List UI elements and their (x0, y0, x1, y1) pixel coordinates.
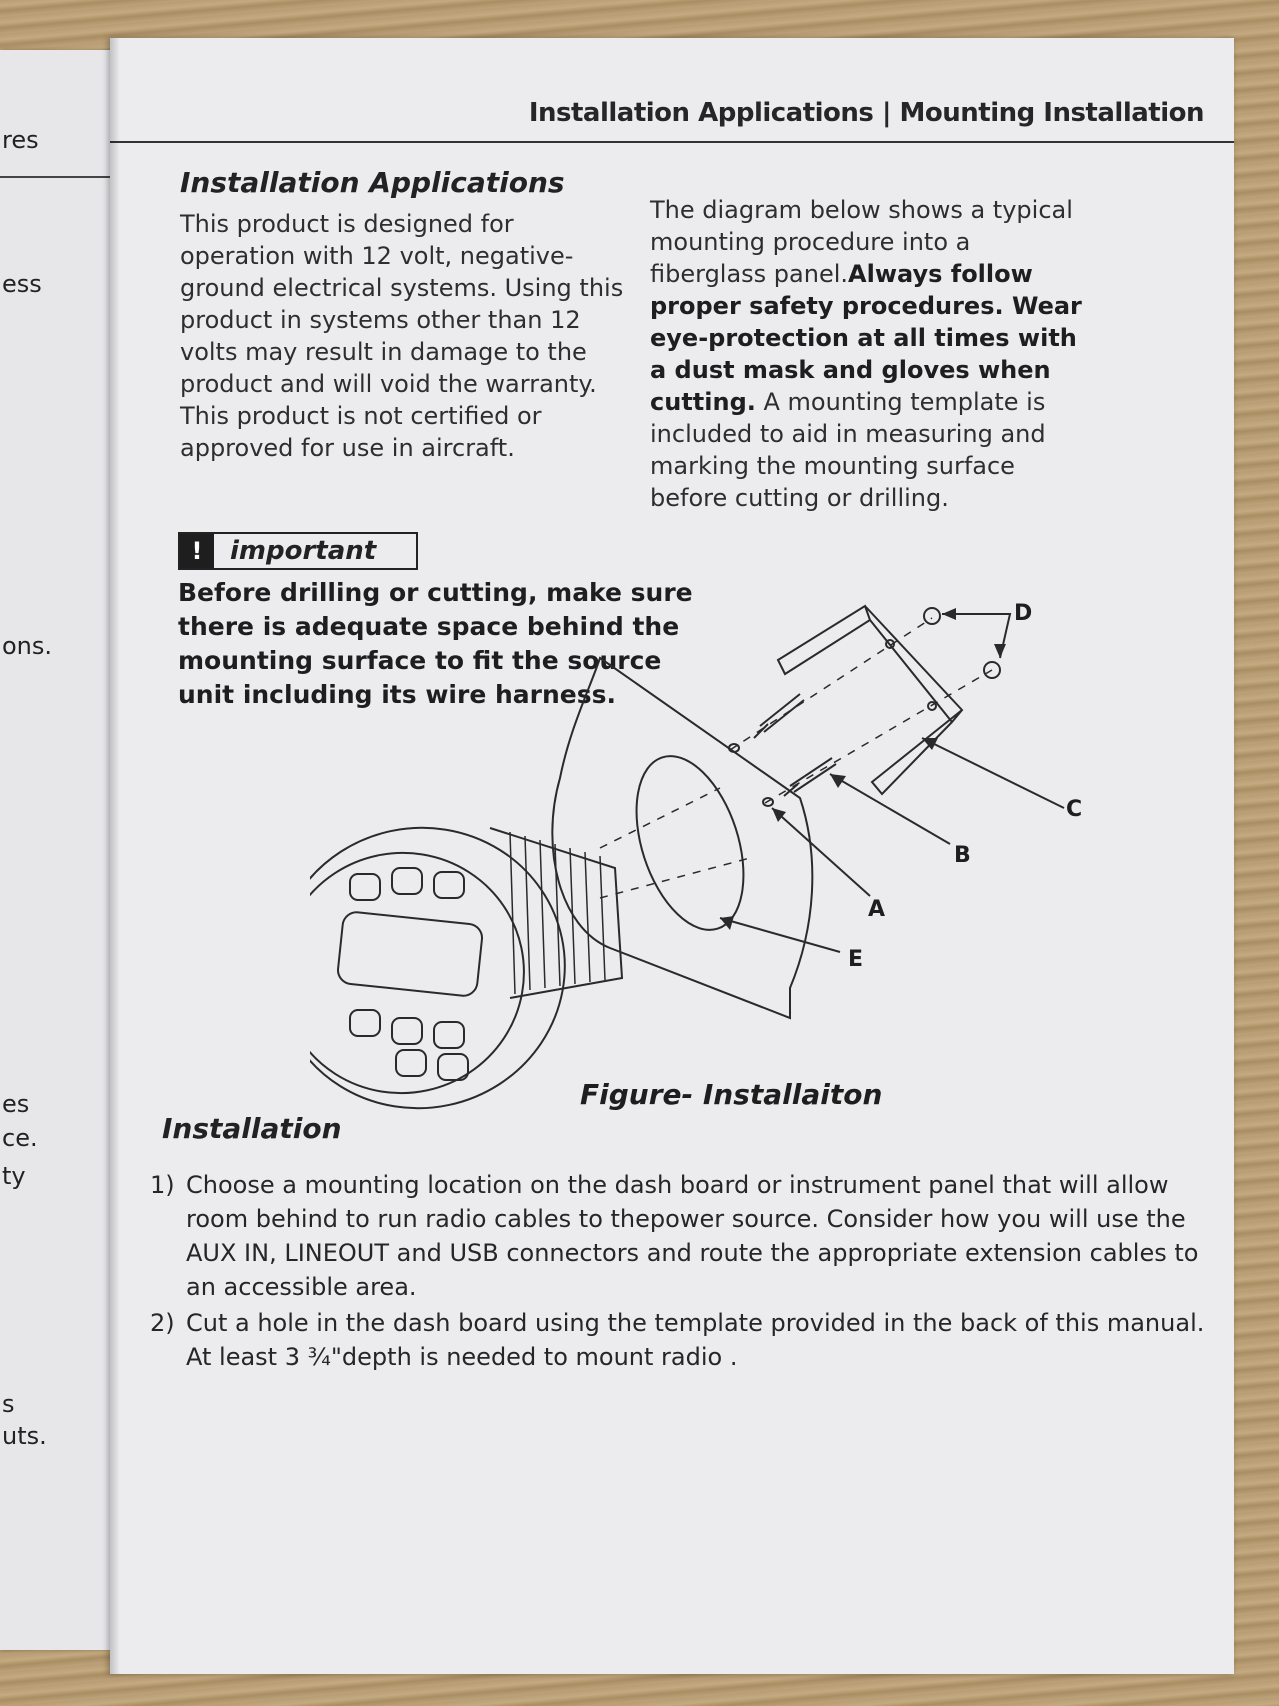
page-fold-shadow (110, 38, 120, 1674)
left-page-fragment: es (2, 1090, 30, 1118)
step-number: 2) (150, 1309, 175, 1337)
left-page (0, 50, 112, 1650)
diagram-intro-paragraph (650, 194, 1090, 514)
leader-a (772, 808, 870, 896)
safety-warning-text: Always follow proper safety procedures. Wear eye-protection at all times with a dust mask and gloves when cutting. (650, 260, 1082, 416)
radio-button (350, 874, 380, 900)
figure-caption: Figure- Installaiton (580, 1078, 883, 1111)
label-a: A (868, 897, 886, 922)
header-rule (110, 141, 1234, 143)
diagram-intro-text-end: A mounting template is included to aid in measuring and marking the mounting surface before cutting or drilling. (650, 388, 1046, 512)
label-c: C (1066, 797, 1083, 822)
installation-applications-paragraph: This product is designed for operation with 12 volt, negative-ground electrical systems. Using this product in systems other than 12 volts may result in damage to the product and will void the warranty. This product is not certified or approved for use in aircraft. (180, 210, 624, 462)
left-page-fragment: ty (2, 1162, 26, 1190)
leader-e (720, 918, 840, 952)
mounting-bracket (778, 606, 962, 794)
step-text: Choose a mounting location on the dash board or instrument panel that will allow room behind to run radio cables to thepower source. Consider how you will use the AUX IN, LINEOUT and USB connectors and route the appropriate extension cables to an accessible area. (186, 1171, 1199, 1301)
step-number: 1) (150, 1171, 175, 1199)
label-d: D (1014, 601, 1033, 626)
important-warning-text: Before drilling or cutting, make sure there is adequate space behind the mounting surface to fit the source unit including its wire harness. (178, 578, 693, 709)
installation-heading: Installation (162, 1112, 342, 1145)
installation-applications-heading: Installation Applications (180, 166, 565, 199)
important-label: important (230, 536, 377, 566)
list-item (150, 1168, 1210, 1304)
page-header-title: Installation Applications | Mounting Installation (528, 98, 1204, 128)
exclamation-icon: ! (180, 534, 214, 568)
left-page-rule (0, 176, 112, 178)
label-e: E (848, 947, 864, 972)
left-page-fragment: uts. (2, 1422, 47, 1450)
hex-nut (924, 608, 940, 624)
left-page-fragment: res (2, 126, 39, 154)
radio-button (392, 868, 422, 894)
leader-c (922, 738, 1064, 808)
important-callout (178, 532, 418, 570)
list-item (150, 1306, 1210, 1374)
radio-button (434, 872, 464, 898)
installation-steps (150, 1168, 1210, 1376)
radio-unit (310, 801, 622, 1118)
diagram-intro-text: The diagram below shows a typical mounting procedure into a fiberglass panel. (650, 196, 1073, 288)
left-page-fragment: ons. (2, 632, 53, 660)
fiberglass-panel (552, 658, 812, 1018)
left-page-fragment: ess (2, 270, 42, 298)
threaded-stud (754, 694, 804, 738)
radio-display (337, 911, 484, 997)
radio-bezel (310, 801, 591, 1118)
left-page-fragment: s (2, 1390, 15, 1418)
label-b: B (954, 843, 971, 868)
radio-button (350, 1010, 380, 1036)
manual-page (110, 38, 1234, 1674)
radio-button (396, 1050, 426, 1076)
step-text: Cut a hole in the dash board using the template provided in the back of this manual. At least 3 ¾"depth is needed to mount radio . (186, 1309, 1205, 1371)
radio-button (434, 1022, 464, 1048)
radio-button (392, 1018, 422, 1044)
installation-diagram (310, 598, 1230, 1118)
panel-cutout-hole (617, 743, 764, 944)
left-page-fragment: ce. (2, 1124, 38, 1152)
